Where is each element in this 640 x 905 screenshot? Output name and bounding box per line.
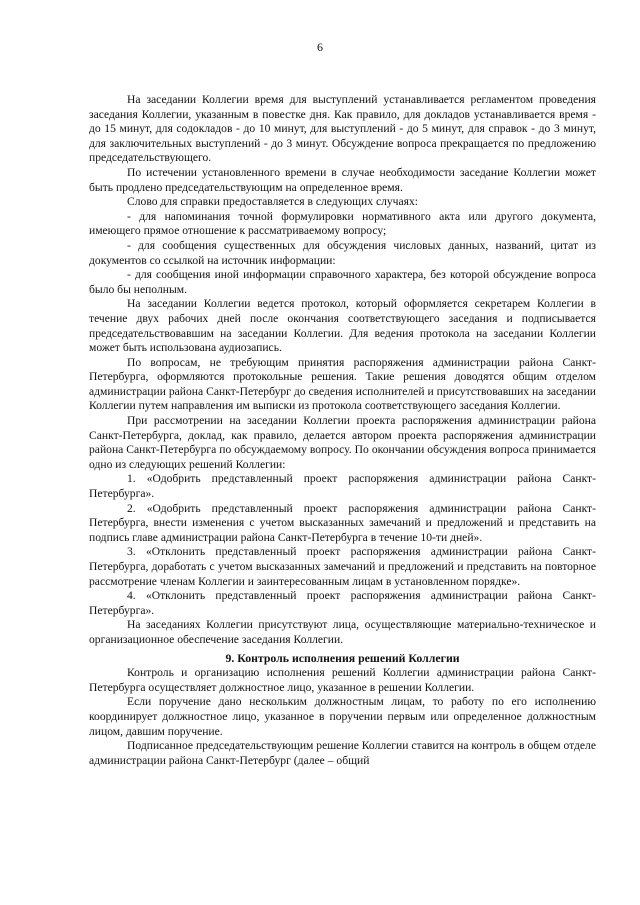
- paragraph: На заседаниях Коллегии присутствуют лица, осуществляющие материально-техническое и организационное обеспечение заседания Коллегии.: [89, 618, 596, 646]
- decision-option: 1. «Одобрить представленный проект распоряжения администрации района Санкт-Петербурга».: [89, 472, 596, 501]
- list-item: - для сообщения иной информации справочного характера, без которой обсуждение вопроса было бы неполным.: [89, 268, 596, 296]
- paragraph: По вопросам, не требующим принятия распоряжения администрации района Санкт-Петербурга, оформляются протокольные решения. Такие решения доводятся общим отделом администрации района Санкт-Петербург до сведения исполнителей и присутствовавших на заседании Коллегии путем направления им выписки из протокола соответствующего заседания Коллегии.: [89, 355, 596, 413]
- section-heading: 9. Контроль исполнения решений Коллегии: [225, 650, 460, 665]
- decision-option: 2. «Одобрить представленный проект распоряжения администрации района Санкт-Петербурга, внести изменения с учетом высказанных замечаний и предложений и представить на подпись главе администрации района Санкт-Петербурга в течение 10-ти дней».: [89, 501, 596, 544]
- list-item: - для сообщения существенных для обсуждения числовых данных, названий, цитат из документов со ссылкой на источник информации:: [89, 238, 596, 267]
- page-number: 6: [317, 40, 323, 54]
- decision-option: 4. «Отклонить представленный проект распоряжения администрации района Санкт-Петербурга».: [89, 589, 596, 617]
- paragraph: На заседании Коллегии время для выступлений устанавливается регламентом проведения заседания Коллегии, указанным в повестке дня. Как правило, для докладов устанавливается время - до 15 минут, для содокладов - до 10 минут, для выступлений - до 5 минут, для справок - до 3 минут, для заключительных выступлений - до 3 минут. Обсуждение вопроса прекращается по предложению председательствующего.: [89, 93, 596, 165]
- document-body: [89, 93, 596, 768]
- paragraph: По истечении установленного времени в случае необходимости заседание Коллегии может быть продлено председательствующим на определенное время.: [89, 165, 596, 194]
- decision-option: 3. «Отклонить представленный проект распоряжения администрации района Санкт-Петербурга, доработать с учетом высказанных замечаний и предложений и представить на повторное рассмотрение членам Коллегии и заинтересованным лицам в установленном порядке».: [89, 545, 596, 588]
- paragraph: На заседании Коллегии ведется протокол, который оформляется секретарем Коллегии в течение двух рабочих дней после окончания соответствующего заседания и подписывается председательствовавшим на заседании Коллегии. Для ведения протокола на заседании Коллегии может быть использована аудиозапись.: [89, 297, 596, 355]
- paragraph: Контроль и организацию исполнения решений Коллегии администрации района Санкт-Петербурга осуществляет должностное лицо, указанное в решении Коллегии.: [89, 666, 596, 694]
- list-item: - для напоминания точной формулировки нормативного акта или другого документа, имеющего прямое отношение к рассматриваемому вопросу;: [89, 209, 596, 238]
- paragraph: При рассмотрении на заседании Коллегии проекта распоряжения администрации района Санкт-Петербурга, доклад, как правило, делается автором проекта распоряжения администрации района Санкт-Петербурга по обсуждаемому вопросу. По окончании обсуждения вопроса принимается одно из следующих решений Коллегии:: [89, 414, 596, 471]
- paragraph: Если поручение дано нескольким должностным лицам, то работу по его исполнению координирует должностное лицо, указанное в поручении первым или определенное должностным лицом, давшим поручение.: [89, 695, 596, 738]
- paragraph: Подписанное председательствующим решение Коллегии ставится на контроль в общем отделе администрации района Санкт-Петербург (далее – общий: [89, 739, 596, 767]
- paragraph: Слово для справки предоставляется в следующих случаях:: [127, 195, 419, 209]
